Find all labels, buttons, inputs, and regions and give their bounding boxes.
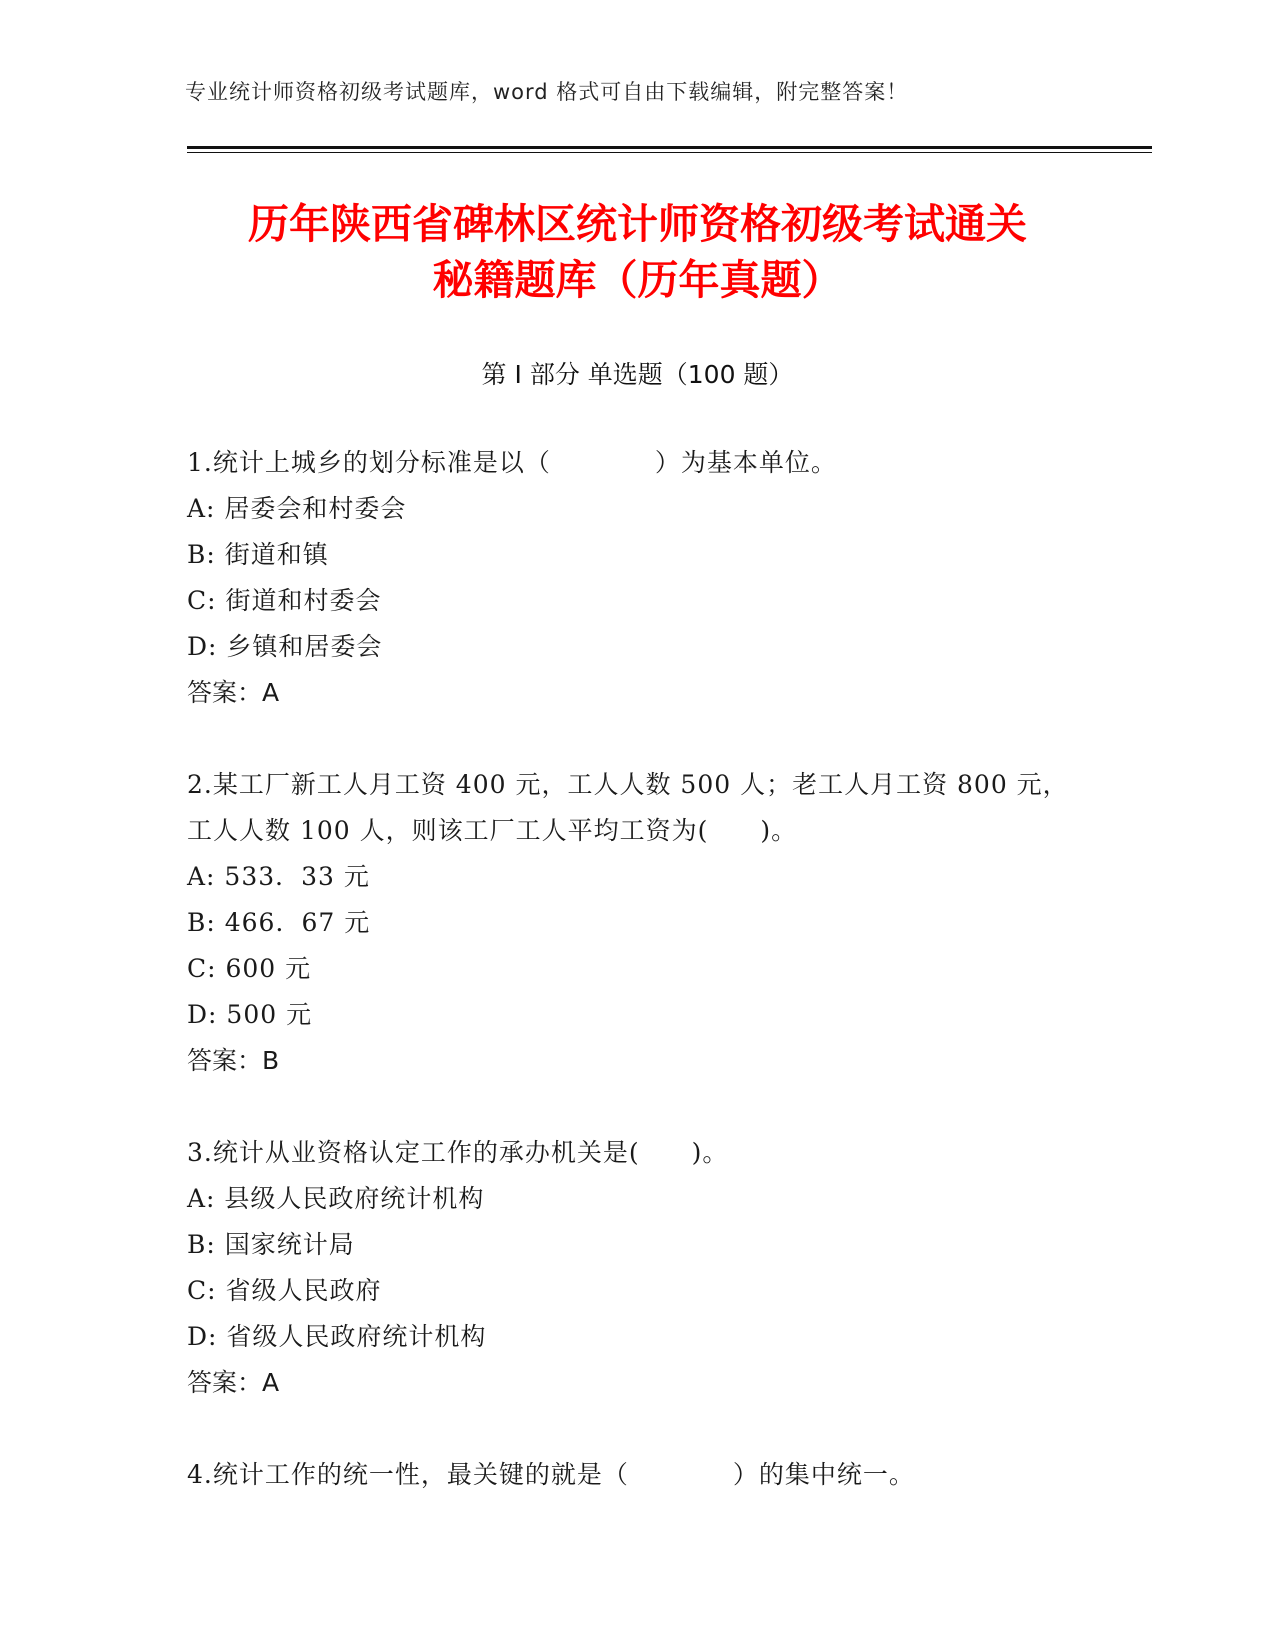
question-1 bbox=[187, 440, 1087, 716]
question-3 bbox=[187, 1130, 1087, 1406]
option-b: B: 国家统计局 bbox=[187, 1230, 355, 1259]
question-stem: 3.统计从业资格认定工作的承办机关是( )。 bbox=[187, 1138, 729, 1167]
option-b: B: 466．67 元 bbox=[187, 908, 371, 937]
question-2 bbox=[187, 762, 1087, 1084]
section-heading: 第 I 部分 单选题（100 题） bbox=[481, 360, 794, 389]
option-a: A: 县级人民政府统计机构 bbox=[187, 1184, 485, 1213]
option-d: D: 省级人民政府统计机构 bbox=[187, 1322, 487, 1351]
question-stem: 2.某工厂新工人月工资 400 元，工人人数 500 人；老工人月工资 800 元，工人人数 100 人，则该工厂工人平均工资为( )。 bbox=[187, 770, 1069, 845]
option-d: D: 乡镇和居委会 bbox=[187, 632, 383, 661]
option-c: C: 街道和村委会 bbox=[187, 586, 382, 615]
header-note: 专业统计师资格初级考试题库，word 格式可自由下载编辑，附完整答案！ bbox=[185, 80, 909, 104]
option-a: A: 居委会和村委会 bbox=[187, 494, 407, 523]
option-d: D: 500 元 bbox=[187, 1000, 313, 1029]
question-stem: 4.统计工作的统一性，最关键的就是（ ）的集中统一。 bbox=[187, 1460, 915, 1489]
answer: 答案：A bbox=[187, 678, 280, 707]
question-list bbox=[187, 440, 1087, 1544]
option-b: B: 街道和镇 bbox=[187, 540, 329, 569]
header-rule-thick bbox=[187, 146, 1152, 149]
answer: 答案：A bbox=[187, 1368, 280, 1397]
option-c: C: 600 元 bbox=[187, 954, 312, 983]
question-4 bbox=[187, 1452, 1087, 1498]
document-title bbox=[130, 196, 1145, 308]
document-title-line1: 历年陕西省碑林区统计师资格初级考试通关 bbox=[248, 200, 1027, 248]
option-a: A: 533．33 元 bbox=[187, 862, 370, 891]
answer: 答案：B bbox=[187, 1046, 280, 1075]
header-rule-thin bbox=[187, 152, 1152, 153]
option-c: C: 省级人民政府 bbox=[187, 1276, 382, 1305]
question-stem: 1.统计上城乡的划分标准是以（ ）为基本单位。 bbox=[187, 448, 837, 477]
document-title-line2: 秘籍题库（历年真题） bbox=[432, 256, 843, 304]
